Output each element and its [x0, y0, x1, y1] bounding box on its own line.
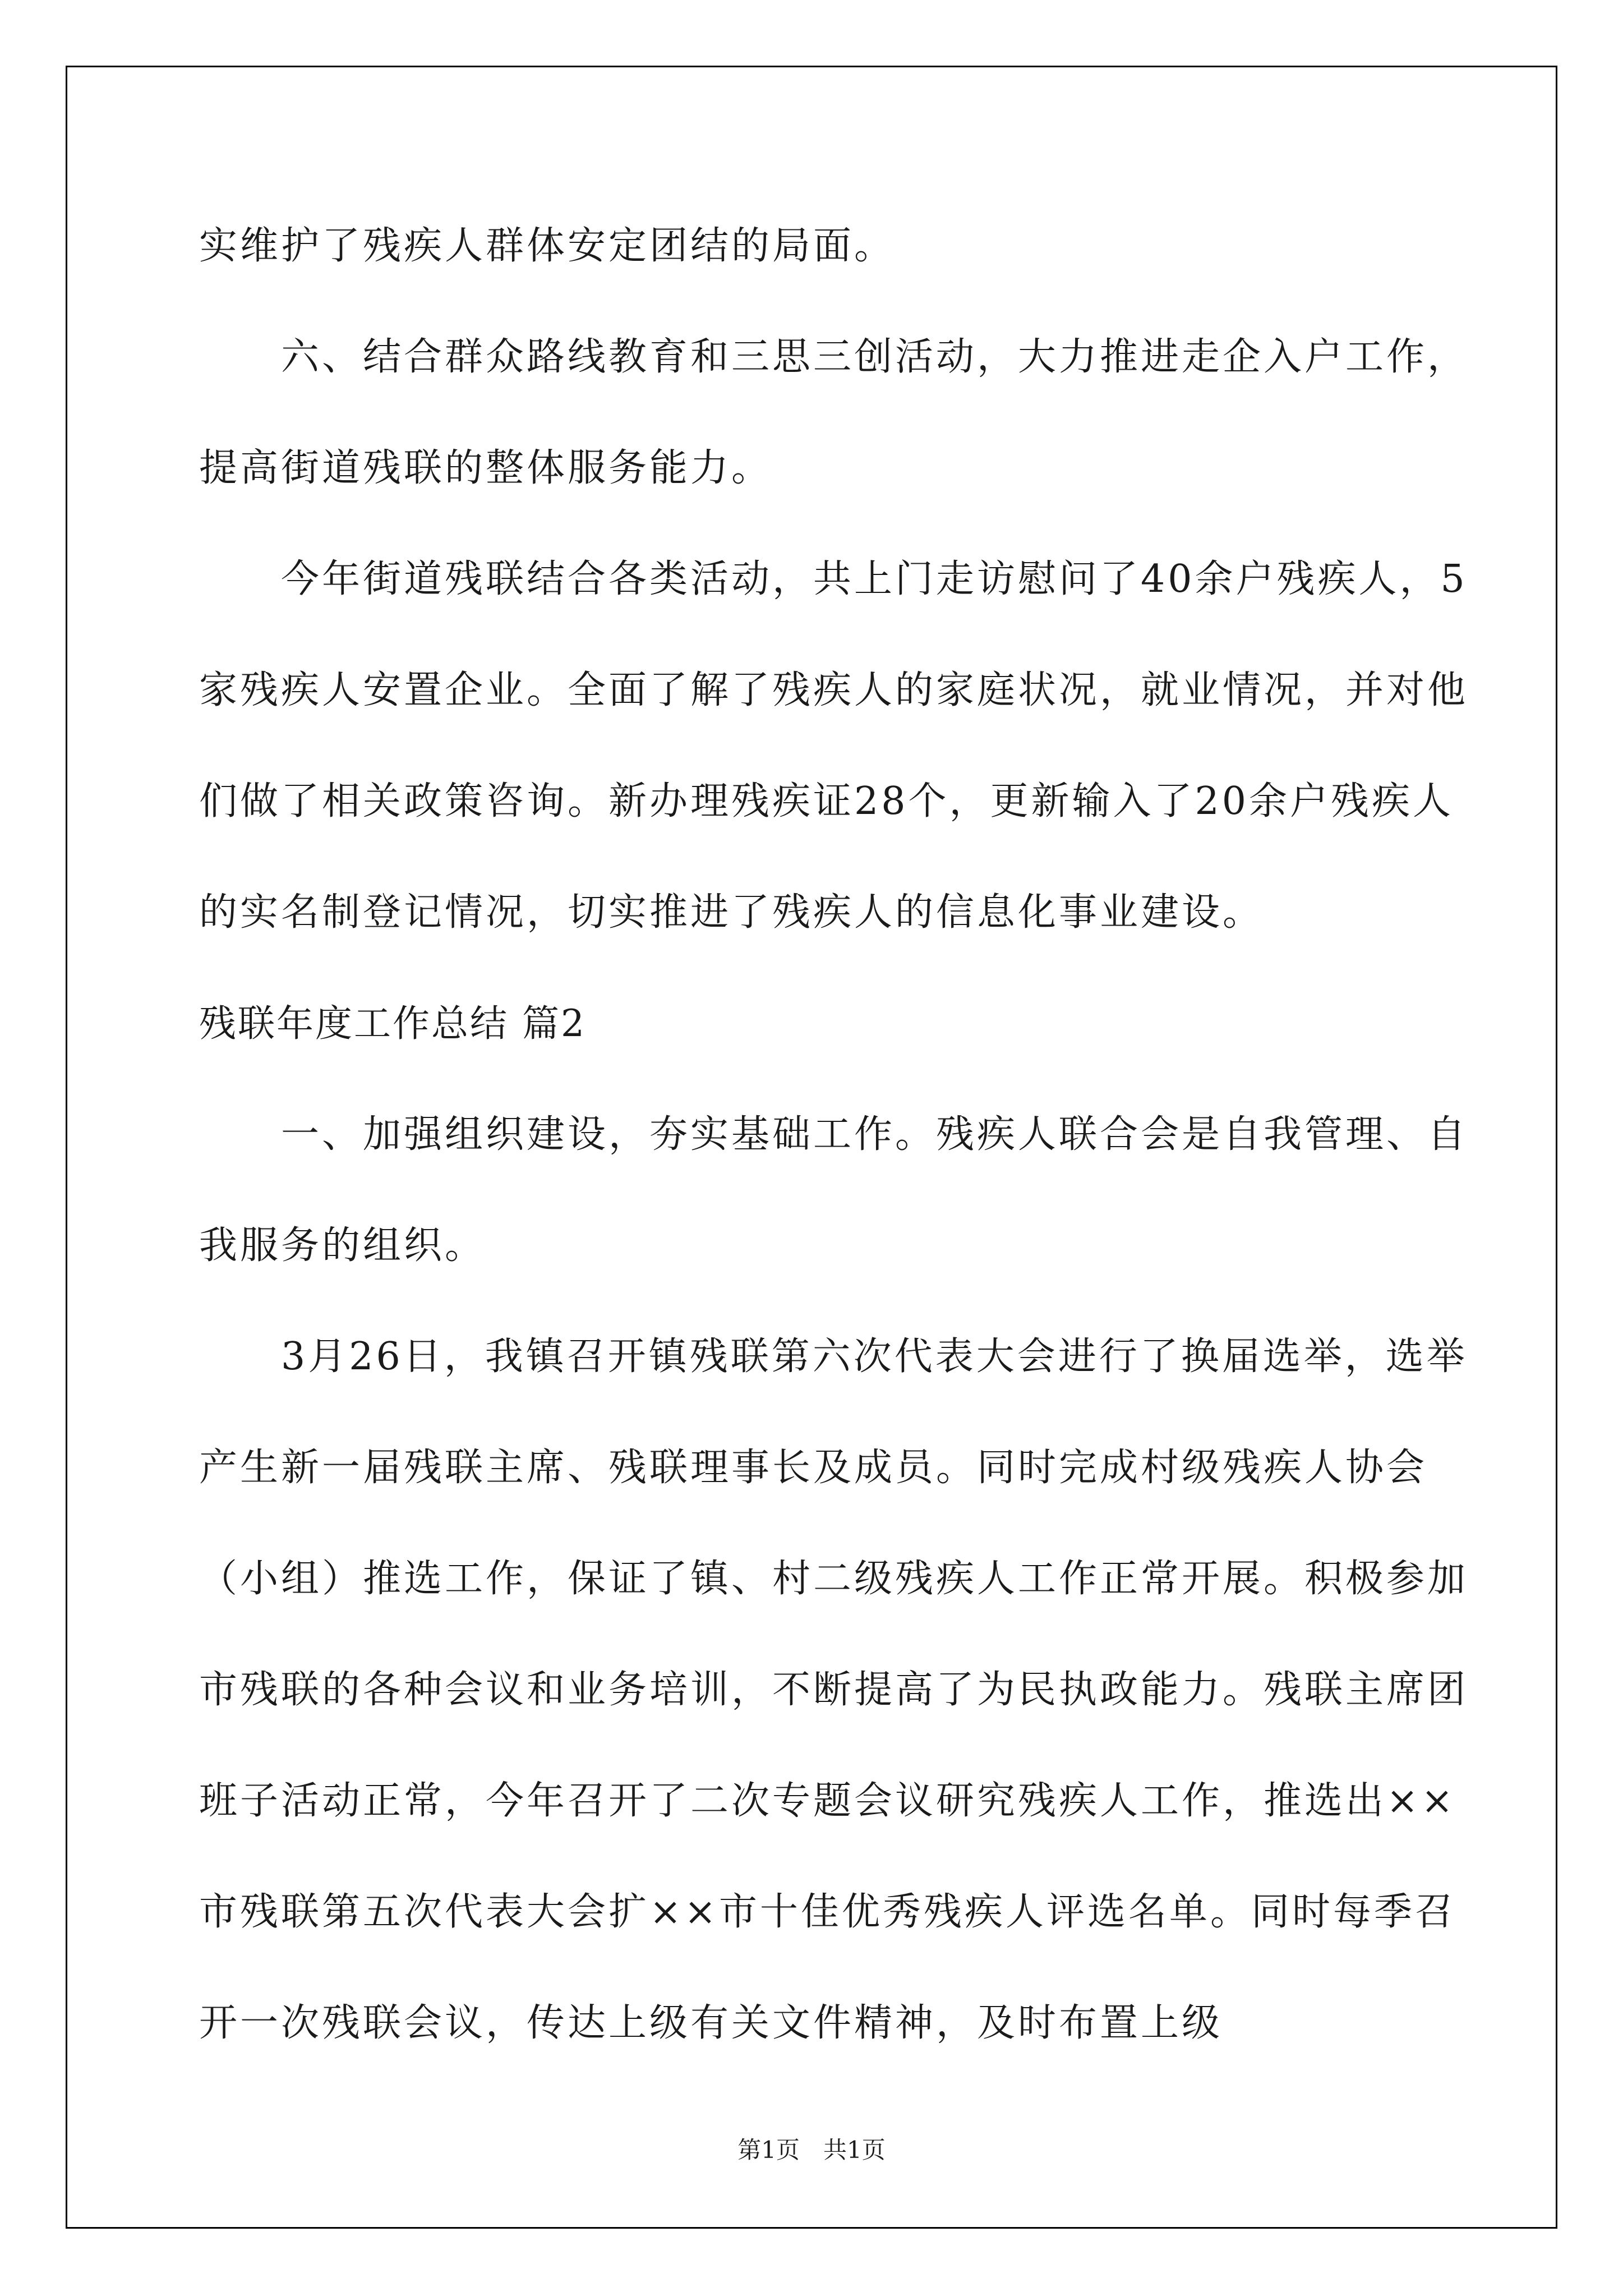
- paragraph-2: 六、结合群众路线教育和三思三创活动，大力推进走企入户工作，提高街道残联的整体服务能力。: [199, 335, 1469, 490]
- page-footer: 第1页 共1页: [737, 2136, 886, 2164]
- section-heading: 残联年度工作总结 篇2: [199, 1002, 586, 1045]
- paragraph-4: 一、加强组织建设，夯实基础工作。残疾人联合会是自我管理、自我服务的组织。: [199, 1112, 1469, 1268]
- paragraph-1: 实维护了残疾人群体安定团结的局面。: [199, 224, 896, 268]
- paragraph-3: 今年街道残联结合各类活动，共上门走访慰问了40余户残疾人，5家残疾人安置企业。全面了解了残疾人的家庭状况，就业情况，并对他们做了相关政策咨询。新办理残疾证28个，更新输入了20余户残疾人的实名制登记情况，切实推进了残疾人的信息化事业建设。: [199, 557, 1469, 935]
- document-body: [199, 191, 1489, 2079]
- paragraph-5: 3月26日，我镇召开镇残联第六次代表大会进行了换届选举，选举产生新一届残联主席、残联理事长及成员。同时完成村级残疾人协会（小组）推选工作，保证了镇、村二级残疾人工作正常开展。积极参加市残联的各种会议和业务培训，不断提高了为民执政能力。残联主席团班子活动正常，今年召开了二次专题会议研究残疾人工作，推选出××市残联第五次代表大会扩××市十佳优秀残疾人评选名单。同时每季召开一次残联会议，传达上级有关文件精神，及时布置上级: [199, 1335, 1469, 2045]
